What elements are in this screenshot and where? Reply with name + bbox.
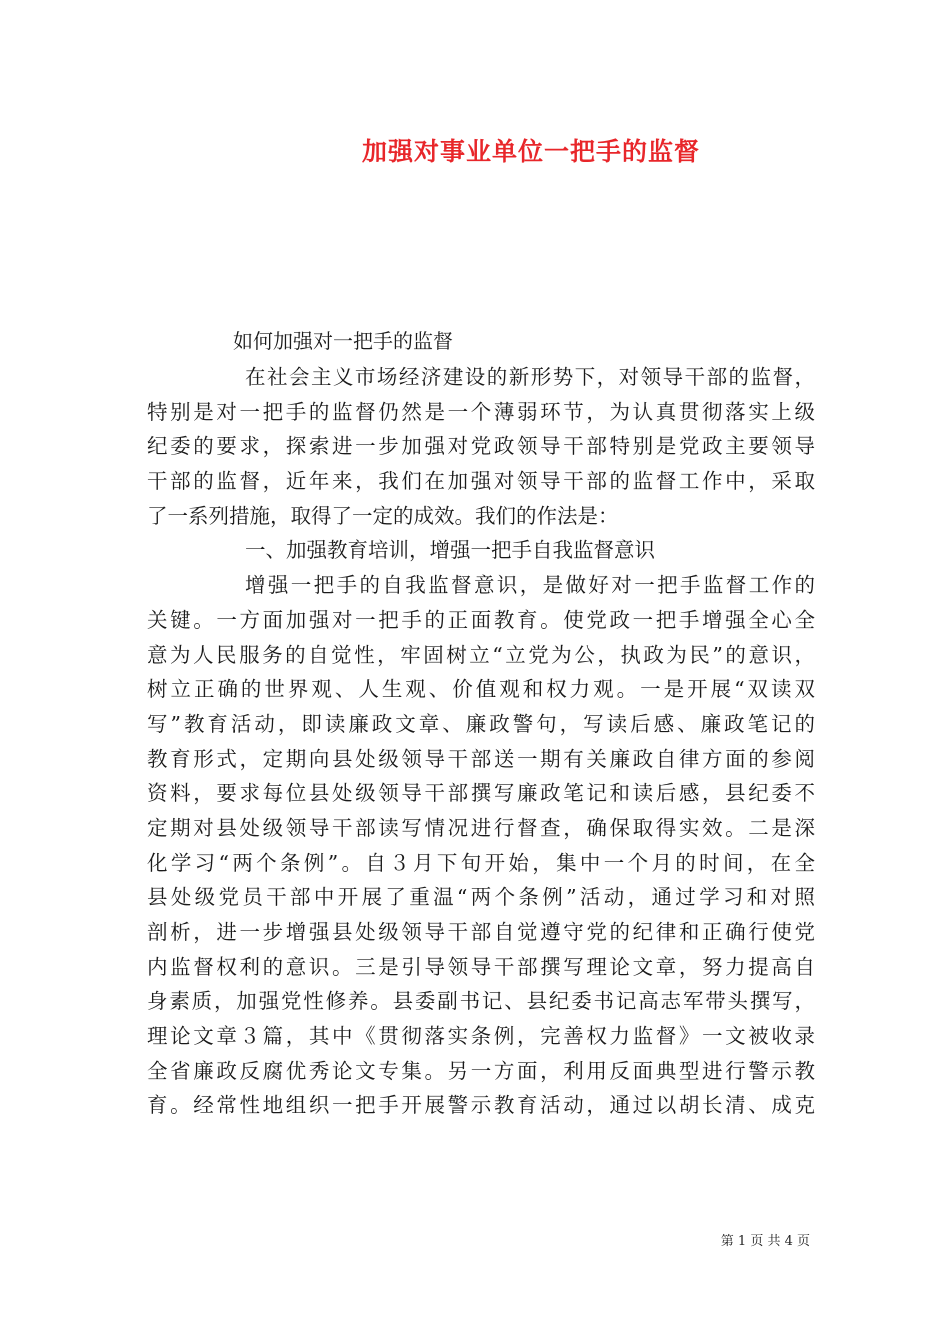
paragraph-line: 纪委的要求，探索进一步加强对党政领导干部特别是党政主要领导: [147, 434, 815, 459]
document-subtitle: 如何加强对一把手的监督: [233, 329, 453, 353]
paragraph-line: 身素质，加强党性修养。县委副书记、县纪委书记高志军带头撰写，: [147, 989, 815, 1014]
paragraph-line: 资料，要求每位县处级领导干部撰写廉政笔记和读后感，县纪委不: [147, 781, 815, 806]
page-footer: 第 1 页 共 4 页: [720, 1234, 810, 1249]
paragraph-line: 全省廉政反腐优秀论文专集。另一方面，利用反面典型进行警示教: [147, 1058, 815, 1083]
paragraph-line: 了一系列措施，取得了一定的成效。我们的作法是：: [147, 503, 619, 528]
paragraph-line: 特别是对一把手的监督仍然是一个薄弱环节，为认真贯彻落实上级: [147, 399, 815, 424]
paragraph-line: 剖析，进一步增强县处级领导干部自觉遵守党的纪律和正确行使党: [147, 920, 815, 944]
paragraph-line: 化学习“两个条例”。自３月下旬开始，集中一个月的时间，在全: [147, 850, 815, 875]
paragraph-line: 意为人民服务的自觉性，牢固树立“立党为公，执政为民”的意识，: [147, 642, 815, 667]
paragraph-line: 育。经常性地组织一把手开展警示教育活动，通过以胡长清、成克: [147, 1093, 815, 1118]
body-text: [147, 360, 815, 1123]
paragraph-line: 内监督权利的意识。三是引导领导干部撰写理论文章，努力提高自: [147, 954, 815, 979]
paragraph-line: 在社会主义市场经济建设的新形势下，对领导干部的监督，: [245, 365, 815, 389]
section-heading: 一、加强教育培训，增强一把手自我监督意识: [245, 538, 655, 563]
paragraph-line: 增强一把手的自我监督意识，是做好对一把手监督工作的: [245, 573, 815, 598]
paragraph-line: 树立正确的世界观、人生观、价值观和权力观。一是开展“双读双: [147, 677, 815, 702]
paragraph-line: 关键。一方面加强对一把手的正面教育。使党政一把手增强全心全: [147, 607, 815, 632]
paragraph-line: 干部的监督，近年来，我们在加强对领导干部的监督工作中，采取: [147, 469, 815, 494]
paragraph-line: 理论文章３篇，其中《贯彻落实条例，完善权力监督》一文被收录: [147, 1024, 815, 1049]
paragraph-line: 教育形式，定期向县处级领导干部送一期有关廉政自律方面的参阅: [147, 746, 815, 771]
paragraph-line: 写”教育活动，即读廉政文章、廉政警句，写读后感、廉政笔记的: [147, 711, 815, 736]
paragraph-line: 定期对县处级领导干部读写情况进行督查，确保取得实效。二是深: [147, 815, 815, 840]
page-title: 加强对事业单位一把手的监督: [361, 137, 700, 166]
paragraph-line: 县处级党员干部中开展了重温“两个条例”活动，通过学习和对照: [147, 885, 815, 910]
